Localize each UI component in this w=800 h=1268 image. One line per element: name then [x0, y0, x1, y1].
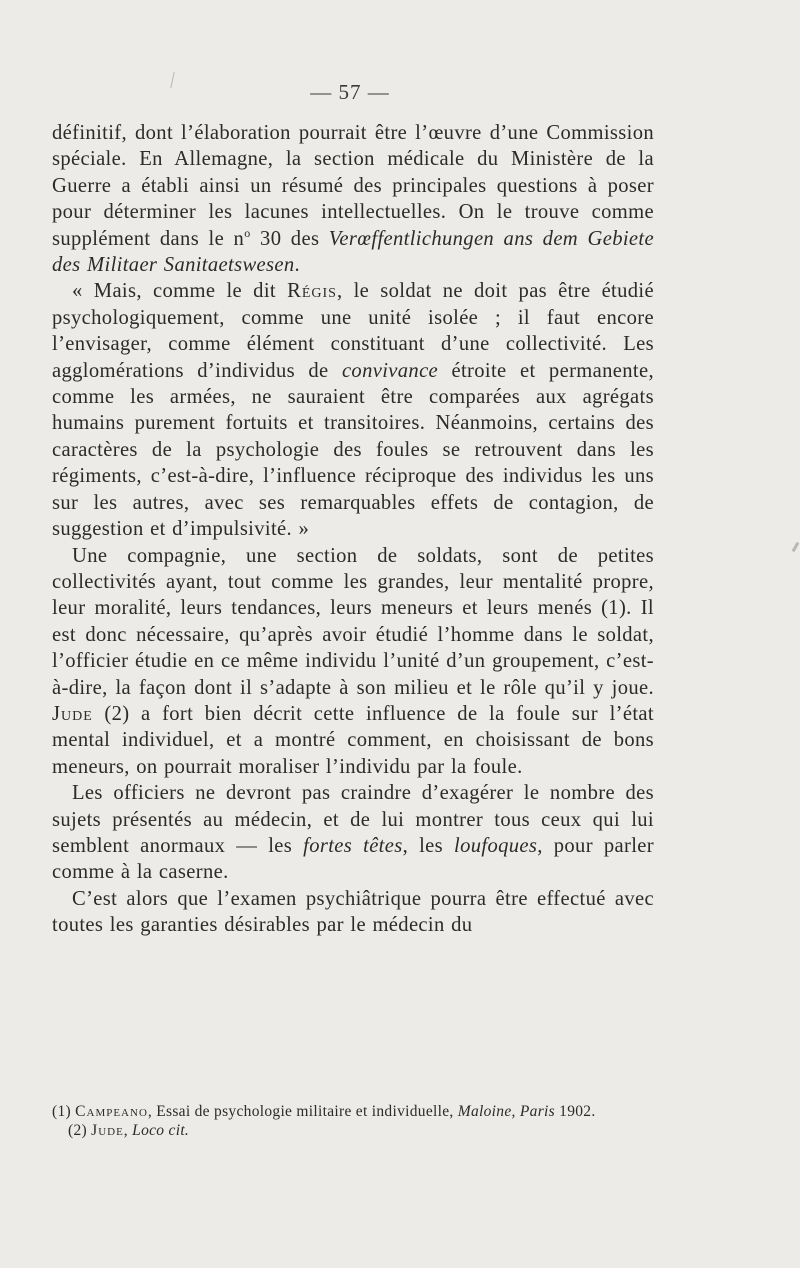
paragraph	[52, 543, 654, 781]
footnote-1	[52, 1102, 666, 1121]
text-run: étroite et permanente, comme les armées, ne sauraient être comparées aux agrégats humains purement fortuits et transitoires. Néanmoins, certains des caractères de la psychologie des foules se retrouvent dans les régiments, c’est-à-dire, l’influence réciproque des individus les uns sur les autres, avec ses remarquables effets de contagion, de suggestion et d’impulsivité. »	[52, 359, 654, 541]
text-run: , les	[402, 834, 455, 857]
small-caps-name: Jude	[52, 702, 93, 725]
small-caps-name: Régis	[287, 280, 337, 303]
text-run: .	[294, 254, 301, 277]
small-caps-name: Campeano	[75, 1103, 148, 1120]
text-run: C’est alors que l’examen psychiâtrique pourra être effectué avec toutes les garanties désirables par le médecin du	[52, 887, 654, 937]
italic-text: loufoques	[454, 834, 538, 857]
text-run: (2)	[68, 1122, 92, 1139]
italic-text: convivance	[341, 359, 439, 382]
text-run: , pour parler comme à la caserne.	[52, 834, 655, 884]
text-run: définitif, dont l’élaboration pourrait être l’œuvre d’une Commission spéciale. En Allemagne, la section médicale du Ministère de la Guerre a établi ainsi un résumé des principales questions à poser pour déterminer les lacunes intellectuelles. On le trouve comme supplément dans le n	[52, 122, 654, 250]
text-run: , le soldat ne doit pas être étudié psychologiquement, comme une unité isolée ; il faut encore l’envisager, comme élément constituant d’une collectivité. Les agglomérations d’individus de	[52, 280, 654, 382]
superscript: o	[244, 225, 251, 240]
page-number: — 57 —	[310, 80, 390, 104]
text-run: « Mais, comme le dit	[72, 280, 288, 303]
text-run: Une compagnie, une section de soldats, sont de petites collectivités ayant, tout comme les grandes, leur mentalité propre, leur moralité, leurs tendances, leurs meneurs et leurs menés (1). Il est donc nécessaire, qu’après avoir étudié l’homme dans le soldat, l’officier étudie en ce même individu l’unité d’un groupement, c’est-à-dire, la façon dont il s’adapte à son milieu et le rôle qu’il y joue.	[52, 544, 654, 699]
text-run: , Essai de psychologie militaire et individuelle,	[147, 1103, 458, 1120]
italic-text: Loco cit.	[132, 1122, 190, 1139]
italic-text: Maloine, Paris	[457, 1103, 555, 1120]
text-run: (1)	[52, 1103, 76, 1120]
text-run: Les officiers ne devront pas craindre d’exagérer le nombre des sujets présentés au médecin, et de lui montrer tous ceux qui lui semblent anormaux — les	[52, 782, 654, 857]
text-run: 1902.	[554, 1103, 596, 1120]
text-run: ,	[123, 1122, 133, 1139]
margin-mark	[792, 542, 800, 552]
footnote-2	[52, 1121, 666, 1140]
paragraph	[52, 120, 654, 278]
body-text	[52, 120, 654, 939]
italic-text: Verœffentlichungen ans dem Gebiete des Militaer Sanitaetswesen	[52, 227, 654, 277]
text-run: 30 des	[250, 227, 329, 250]
paragraph	[52, 278, 654, 542]
italic-text: fortes têtes	[303, 834, 403, 857]
text-run: (2) a fort bien décrit cette influence de la foule sur l’état mental individuel, et a montré comment, en choisissant de bons meneurs, on pourrait moraliser l’individu par la foule.	[52, 702, 654, 778]
paragraph	[52, 780, 654, 886]
paragraph	[52, 886, 654, 939]
small-caps-name: Jude	[91, 1122, 124, 1139]
footnotes	[52, 1102, 666, 1140]
